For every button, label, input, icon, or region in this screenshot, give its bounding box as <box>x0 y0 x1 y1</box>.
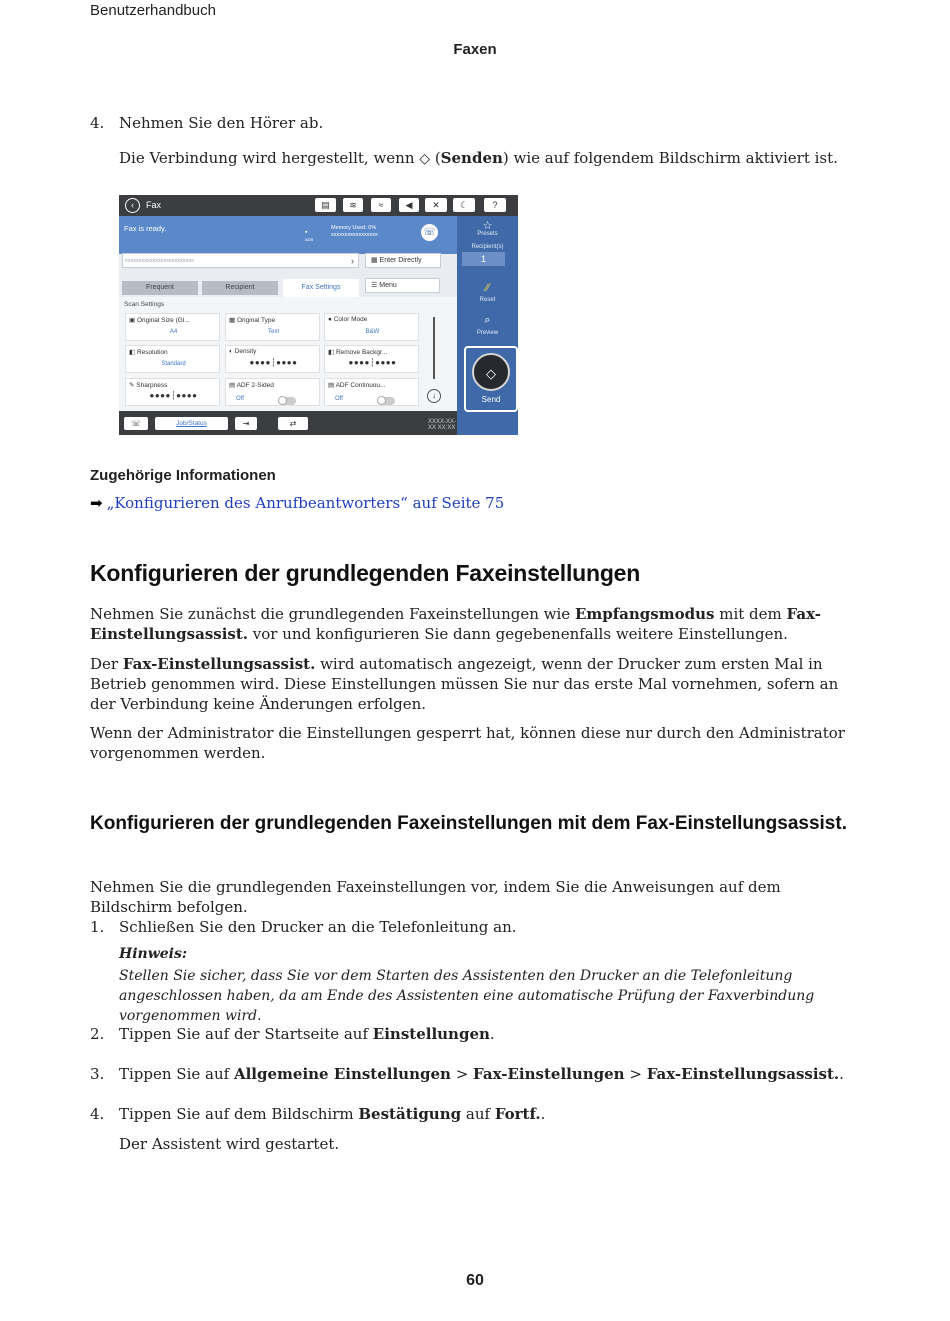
subsection-heading: Konfigurieren der grundlegenden Faxeinstellungen mit dem Fax-Einstellungsassist. <box>90 813 847 834</box>
menu-button: ☰ Menu <box>365 278 440 293</box>
step-subtext: Der Assistent wird gestartet. <box>119 1135 340 1153</box>
phone-hook-icon: ☏ <box>124 417 148 430</box>
help-icon: ? <box>484 198 506 212</box>
paragraph: Nehmen Sie die grundlegenden Faxeinstellungen vor, indem Sie die Anweisungen auf dem Bildschirm befolgen. <box>90 878 781 916</box>
send-diamond-icon: ◇ <box>472 353 510 391</box>
paragraph: Wenn der Administrator die Einstellungen gesperrt hat, können diese nur durch den Administrator vorgenommen werden. <box>90 724 845 762</box>
job-status-button: Job/Status <box>155 417 228 430</box>
page-number: 60 <box>466 1272 484 1289</box>
paragraph: Der Fax-Einstellungsassist. wird automatisch angezeigt, wenn der Drucker zum ersten Mal in Betrieb genommen wird. Diese Einstellungen müssen Sie nur das erste Mal vornehmen, sofern an der Verbindung keine Änderungen erfolgen. <box>90 655 839 713</box>
screen-top-bar <box>119 195 518 216</box>
density-cell: ◐ Density ●●●●┆●●●● <box>225 345 320 373</box>
phone-icon: ☏ <box>421 224 438 241</box>
step-text: Tippen Sie auf der Startseite auf Einstellungen. <box>119 1025 495 1043</box>
presets-label: Presets <box>477 231 498 237</box>
status-panel <box>119 216 457 254</box>
tab-fax-settings: Fax Settings <box>283 279 359 297</box>
scan-settings-label: Scan Settings <box>124 301 165 308</box>
sharpness-slider: ●●●●┆●●●● <box>149 391 198 400</box>
sleep-icon: ☾ <box>453 198 475 212</box>
note-title: Hinweis: <box>119 946 188 962</box>
remove-background-cell: ◧ Remove Backgr... ●●●●┆●●●● <box>324 345 419 373</box>
density-slider: ●●●●┆●●●● <box>249 358 298 367</box>
paragraph: Nehmen Sie zunächst die grundlegenden Faxeinstellungen wie Empfangsmodus mit dem Fax-Einstellungsassist. vor und konfigurieren Sie dann gegebenenfalls weitere Einstellungen. <box>90 605 821 643</box>
back-icon: ‹ <box>125 198 140 213</box>
screen-bottom-bar <box>119 411 457 435</box>
reset-icon: ⁄⁄ <box>485 282 490 294</box>
step-text: Tippen Sie auf Allgemeine Einstellungen > Fax-Einstellungen > Fax-Einstellungsassist.. <box>119 1065 844 1083</box>
tab-recipient: Recipient <box>202 281 278 295</box>
color-mode-cell: ● Color Mode B&W <box>324 313 419 341</box>
fax-status-icon: ✕ <box>425 198 447 212</box>
printer-icon: ▤ <box>315 198 336 212</box>
step-subtext: Die Verbindung wird hergestellt, wenn ◇ (Senden) wie auf folgendem Bildschirm aktiviert ist. <box>119 149 838 167</box>
step-number: 1. <box>90 918 105 936</box>
adf-continuous-cell: ▤ ADF Continuou... Off <box>324 378 419 406</box>
memory-info: Memory Used: 0% xxxxxxxxxxxxxxxxx <box>331 225 378 238</box>
recipients-count: 1 <box>462 252 505 266</box>
volume-icon: ◀ <box>399 198 419 212</box>
scroll-down-icon: ↓ <box>427 389 441 403</box>
recipients-label: Recipient(s) <box>471 244 504 250</box>
fax-status-text: Fax is ready. <box>124 224 167 233</box>
wifi-icon: ≋ <box>343 198 363 212</box>
adf-2-sided-cell: ▤ ADF 2-Sided Off <box>225 378 320 406</box>
section-title: Faxen <box>453 41 497 58</box>
lock-icon: ▪ ADB <box>305 229 314 242</box>
adf-continuous-toggle <box>377 397 395 405</box>
preview-label: Preview <box>476 330 499 336</box>
related-link[interactable]: ➡ „Konfigurieren des Anrufbeantworters“ auf Seite 75 <box>90 494 505 512</box>
scan-settings-panel <box>119 297 457 411</box>
adf-2-sided-toggle <box>278 397 296 405</box>
scrollbar <box>433 317 435 379</box>
enter-directly-button: ▦ Enter Directly <box>365 253 441 268</box>
screen-title: Fax <box>146 200 162 210</box>
transfer-icon: ⇄ <box>278 417 308 430</box>
section-heading: Konfigurieren der grundlegenden Faxeinstellungen <box>90 560 641 586</box>
forward-icon: ⇥ <box>235 417 257 430</box>
date-time: XXXX-XX-XX XX:XX <box>428 419 457 431</box>
chevron-right-icon: › <box>351 256 354 266</box>
step-text: Tippen Sie auf dem Bildschirm Bestätigung auf Fortf.. <box>119 1105 546 1123</box>
resolution-cell: ◧ Resolution Standard <box>125 345 220 373</box>
step-number: 4. <box>90 1105 105 1123</box>
step-number: 4. <box>90 114 105 132</box>
original-type-cell: ▦ Original Type Text <box>225 313 320 341</box>
document-title: Benutzerhandbuch <box>90 2 216 19</box>
step-number: 3. <box>90 1065 105 1083</box>
step-text: Schließen Sie den Drucker an die Telefonleitung an. <box>119 918 517 936</box>
arrow-right-icon: ➡ <box>90 494 103 512</box>
tab-frequent: Frequent <box>122 281 198 295</box>
preview-icon: ⌕ <box>484 314 491 326</box>
send-button: ◇ Send <box>464 346 518 412</box>
related-info-heading: Zugehörige Informationen <box>90 467 276 484</box>
note-text: Stellen Sie sicher, dass Sie vor dem Starten des Assistenten den Drucker an die Telefonleitung angeschlossen haben, da am Ende des Assistenten eine automatische Prüfung der Faxverbindung vorgenommen wird. <box>119 968 815 1024</box>
wifi-direct-icon: ≈ <box>371 198 391 212</box>
side-panel <box>457 216 518 435</box>
step-text: Nehmen Sie den Hörer ab. <box>119 114 324 132</box>
original-size-cell: ▣ Original Size (Gl... A4 <box>125 313 220 341</box>
address-field: xxxxxxxxxxxxxxxxxxxxxxxxx › <box>122 253 359 268</box>
fax-screen-screenshot <box>119 195 518 435</box>
background-slider: ●●●●┆●●●● <box>348 358 397 367</box>
step-number: 2. <box>90 1025 105 1043</box>
reset-label: Reset <box>479 297 496 303</box>
star-icon: ☆ <box>482 220 493 232</box>
send-icon: ◇ <box>419 151 431 167</box>
sharpness-cell: ✎ Sharpness ●●●●┆●●●● <box>125 378 220 406</box>
